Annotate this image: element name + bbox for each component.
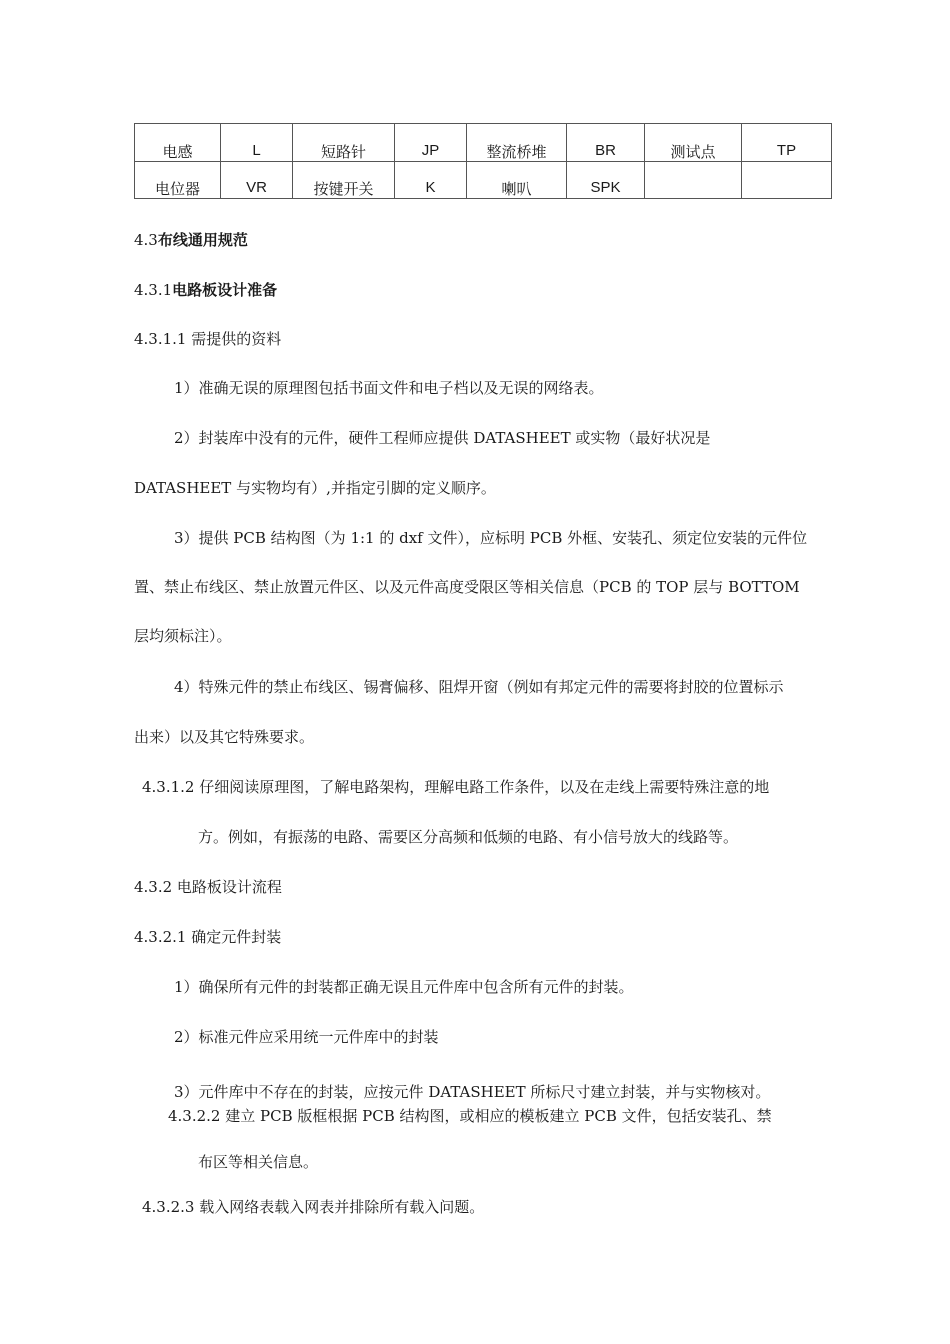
section-heading-4-3 (134, 230, 248, 250)
table-cell: 电感 (135, 124, 221, 162)
section-heading-4-3-2-1: 4.3.2.1 确定元件封装 (134, 928, 282, 946)
list-item-1: 1）确保所有元件的封装都正确无误且元件库中包含所有元件的封装。 (174, 978, 634, 996)
table-cell: TP (742, 124, 832, 162)
paragraph-item-3-line-3: 层均须标注）。 (134, 627, 232, 645)
table-cell: JP (395, 124, 467, 162)
section-heading-4-3-1-1: 4.3.1.1 需提供的资料 (134, 330, 282, 348)
table-cell: 电位器 (135, 162, 221, 199)
paragraph-item-2-line-1: 2）封装库中没有的元件，硬件工程师应提供 DATASHEET 或实物（最好状况是 (174, 429, 711, 447)
table-cell: VR (221, 162, 293, 199)
section-title: 电路板设计准备 (172, 281, 278, 299)
table-cell: BR (567, 124, 645, 162)
paragraph-item-4-line-1: 4）特殊元件的禁止布线区、锡膏偏移、阻焊开窗（例如有邦定元件的需要将封胶的位置标示 (174, 678, 784, 696)
paragraph-item-3-line-1: 3）提供 PCB 结构图（为 1:1 的 dxf 文件），应标明 PCB 外框、安装孔、须定位安装的元件位 (174, 529, 808, 547)
section-heading-4-3-1 (134, 280, 277, 300)
section-4-3-1-2-line-2: 方。例如，有振荡的电路、需要区分高频和低频的电路、有小信号放大的线路等。 (198, 828, 739, 846)
section-4-3-2-3: 4.3.2.3 载入网络表载入网表并排除所有载入问题。 (142, 1198, 485, 1216)
section-number: 4.3 (134, 231, 158, 249)
section-4-3-2-2-line-1: 4.3.2.2 建立 PCB 版框根据 PCB 结构图，或相应的模板建立 PCB 文件，包括安装孔、禁 (168, 1107, 772, 1125)
table-row (135, 162, 832, 199)
section-title: 布线通用规范 (157, 231, 248, 249)
section-number: 4.3.1 (134, 281, 173, 299)
table-cell: L (221, 124, 293, 162)
table-cell: SPK (567, 162, 645, 199)
section-4-3-2-2-line-2: 布区等相关信息。 (198, 1153, 319, 1171)
section-4-3-1-2-line-1: 4.3.1.2 仔细阅读原理图，了解电路架构，理解电路工作条件，以及在走线上需要特殊注意的地 (142, 778, 770, 796)
section-heading-4-3-2: 4.3.2 电路板设计流程 (134, 878, 282, 896)
table-cell: 整流桥堆 (467, 124, 567, 162)
list-item-3: 3）元件库中不存在的封装，应按元件 DATASHEET 所标尺寸建立封装，并与实物核对。 (174, 1083, 771, 1101)
table-cell: 短路针 (293, 124, 395, 162)
paragraph-item-4-line-2: 出来）以及其它特殊要求。 (134, 728, 315, 746)
table-row (135, 124, 832, 162)
paragraph-item-3-line-2: 置、禁止布线区、禁止放置元件区、以及元件高度受限区等相关信息（PCB 的 TOP 层与 BOTTOM (134, 578, 800, 596)
table-cell: 喇叭 (467, 162, 567, 199)
table-cell (742, 162, 832, 199)
table-cell: 测试点 (645, 124, 742, 162)
table-cell (645, 162, 742, 199)
table-cell: K (395, 162, 467, 199)
paragraph-item-1: 1）准确无误的原理图包括书面文件和电子档以及无误的网络表。 (174, 379, 604, 397)
list-item-2: 2）标准元件应采用统一元件库中的封装 (174, 1028, 439, 1046)
paragraph-item-2-line-2: DATASHEET 与实物均有）,并指定引脚的定义顺序。 (134, 479, 496, 497)
component-code-table (134, 123, 832, 199)
table-cell: 按键开关 (293, 162, 395, 199)
